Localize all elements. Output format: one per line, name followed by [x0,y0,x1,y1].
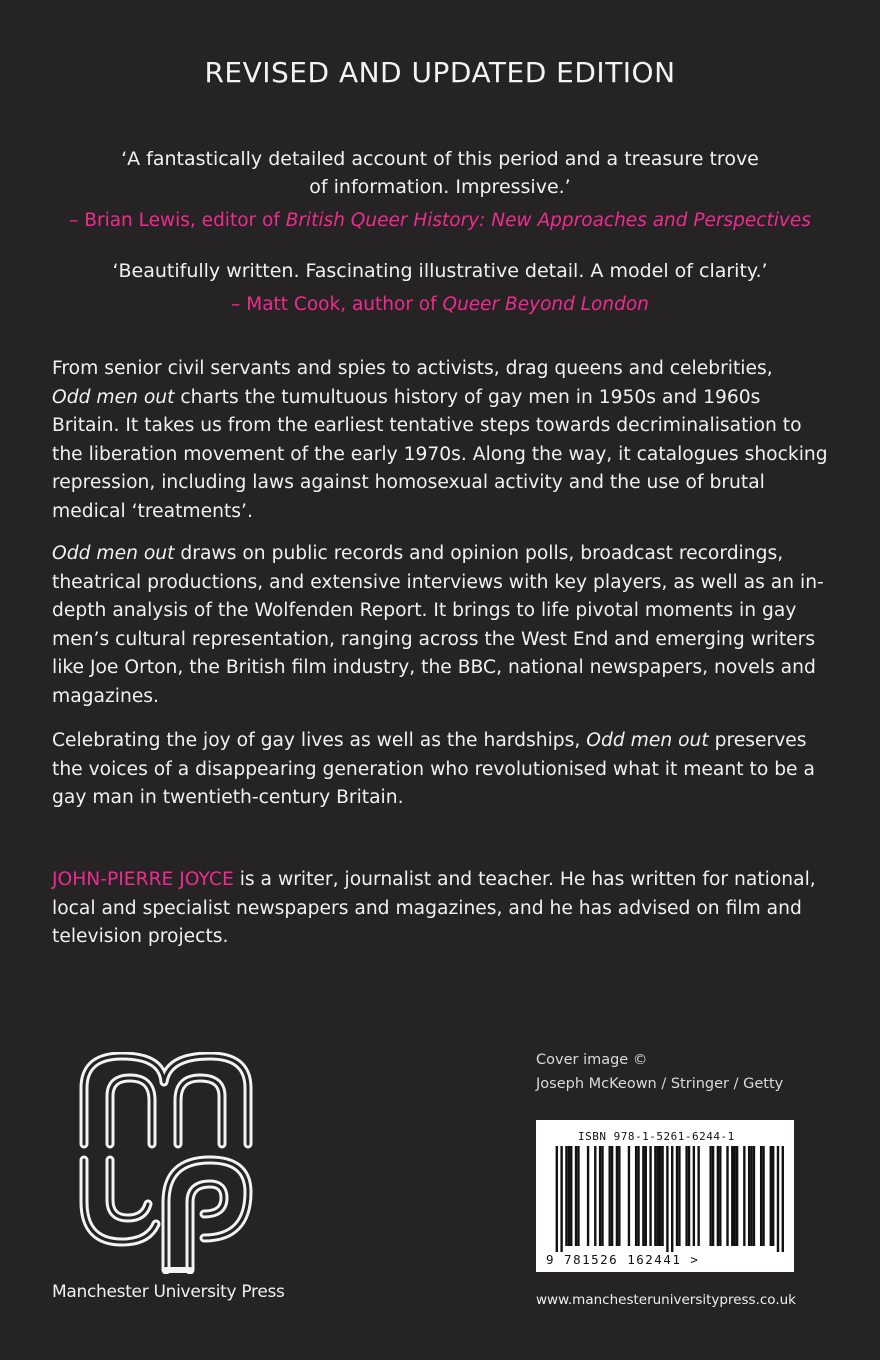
cover-image-credit [536,1048,783,1096]
barcode-bar [717,1146,719,1246]
barcode-bar [642,1146,644,1246]
credit-line-1: Cover image © [536,1052,648,1068]
isbn-label: ISBN 978-1-5261-6244-1 [578,1130,735,1143]
barcode-bar [654,1146,656,1246]
paragraph-2-book-title: Odd men out [52,543,175,564]
barcode-bar [618,1146,620,1246]
barcode-bar [748,1146,750,1246]
barcode-bar [645,1146,647,1246]
barcode-bar [628,1146,630,1246]
quote-2-line-1: ‘Beautifully written. Fascinating illustrative detail. A model of clarity.’ [112,260,768,282]
barcode-bar [594,1146,596,1246]
barcode-bar [635,1146,637,1246]
edition-heading: REVISED AND UPDATED EDITION [204,56,676,89]
quote-1-line-1: ‘A fantastically detailed account of this period and a treasure trove [121,148,759,170]
attribution-2-title: Queer Beyond London [442,294,649,315]
paragraph-1-rest: charts the tumultuous history of gay men in 1950s and 1960s Britain. It takes us from the earliest tentative steps towards decriminalisation to the liberation movement of the early 1970s. Along the way, it catalogues shocking repression, including laws against homosexual activity and the use of brutal medical ‘treatments’. [52,386,828,522]
barcode-bar [661,1146,663,1246]
barcode-bar [726,1146,728,1246]
barcode-bar [649,1146,651,1246]
barcode-bar [731,1146,733,1246]
barcode-bar [575,1146,577,1246]
barcode-bar [671,1146,673,1252]
barcode-bar [587,1146,589,1246]
author-bio [52,866,832,952]
quote-2-attribution [0,291,880,319]
paragraph-1-book-title: Odd men out [52,386,175,408]
barcode-bar [743,1146,745,1246]
barcode-bar [719,1146,721,1246]
credit-line-2: Joseph McKeown / Stringer / Getty [536,1076,784,1092]
barcode-bar [762,1146,764,1246]
barcode-bar [565,1146,567,1246]
attribution-2-prefix: – Matt Cook, author of [231,294,443,315]
barcode-bar [772,1146,774,1246]
publisher-website: www.manchesteruniversitypress.co.uk [536,1292,796,1308]
barcode-bar [659,1146,661,1246]
quote-1-line-2: of information. Impressive.’ [309,176,571,198]
barcode-bar [577,1146,579,1246]
barcode-bar [697,1146,699,1246]
barcode-bar [637,1146,639,1246]
blurb-paragraph-2 [52,540,832,712]
barcode-icon [546,1146,784,1252]
barcode-bar [601,1146,603,1246]
author-bio-text: is a writer, journalist and teacher. He has written for national, local and specialist newspapers and magazines, and he has advised on film and television projects. [52,869,816,948]
blurb-paragraph-3 [52,727,832,813]
barcode-bar [782,1146,784,1252]
paragraph-3-rest: preserves the voices of a disappearing generation who revolutionised what it meant to be a gay man in twentieth-century Britain. [52,730,815,809]
barcode-panel [536,1120,794,1272]
barcode-bar [770,1146,772,1246]
barcode-bar [712,1146,714,1246]
paragraph-1-lead: From senior civil servants and spies to activists, drag queens and celebrities, [52,358,773,379]
barcode-bar [568,1146,570,1246]
barcode-bar [570,1146,572,1246]
barcode-bar [676,1146,678,1246]
blurb-paragraph-1 [52,355,832,527]
quote-1-attribution [0,207,880,235]
paragraph-2-rest: draws on public records and opinion polls, broadcast recordings, theatrical productions, and extensive interviews with key players, as well as an in-depth analysis of the Wolfenden Report. It brings to life pivotal moments in gay men’s cultural representation, ranging across the West End and emerging writers like Joe Orton, the British film industry, the BBC, national newspapers, novels and magazines. [52,543,824,707]
attribution-1-title: British Queer History: New Approaches and Perspectives [285,210,811,231]
review-quote-2 [0,257,880,319]
paragraph-3-book-title: Odd men out [586,730,709,751]
barcode-bar [678,1146,680,1246]
barcode-bar [709,1146,711,1246]
barcode-bar [777,1146,779,1252]
barcode-bar [599,1146,601,1246]
barcode-bar [611,1146,613,1246]
barcode-bar [560,1146,562,1252]
barcode-bar [734,1146,736,1246]
barcode-bar [736,1146,738,1246]
barcode-bar [657,1146,659,1246]
barcode-bar [616,1146,618,1246]
mup-monogram-icon [78,1052,254,1274]
publisher-name: Manchester University Press [52,1282,285,1302]
paragraph-3-lead: Celebrating the joy of gay lives as well as the hardships, [52,730,587,751]
barcode-bar [750,1146,752,1246]
barcode-bar [688,1146,690,1246]
barcode-bar [666,1146,668,1252]
attribution-1-prefix: – Brian Lewis, editor of [69,210,286,231]
review-quote-1 [0,145,880,235]
barcode-bar [693,1146,695,1246]
barcode-bar [685,1146,687,1246]
barcode-bar [760,1146,762,1246]
barcode-bar [609,1146,611,1246]
author-name: JOHN-PIERRE JOYCE [52,869,234,890]
isbn-digits: 9 781526 162441 > [546,1252,700,1267]
barcode-bar [556,1146,558,1252]
barcode-bar [753,1146,755,1246]
